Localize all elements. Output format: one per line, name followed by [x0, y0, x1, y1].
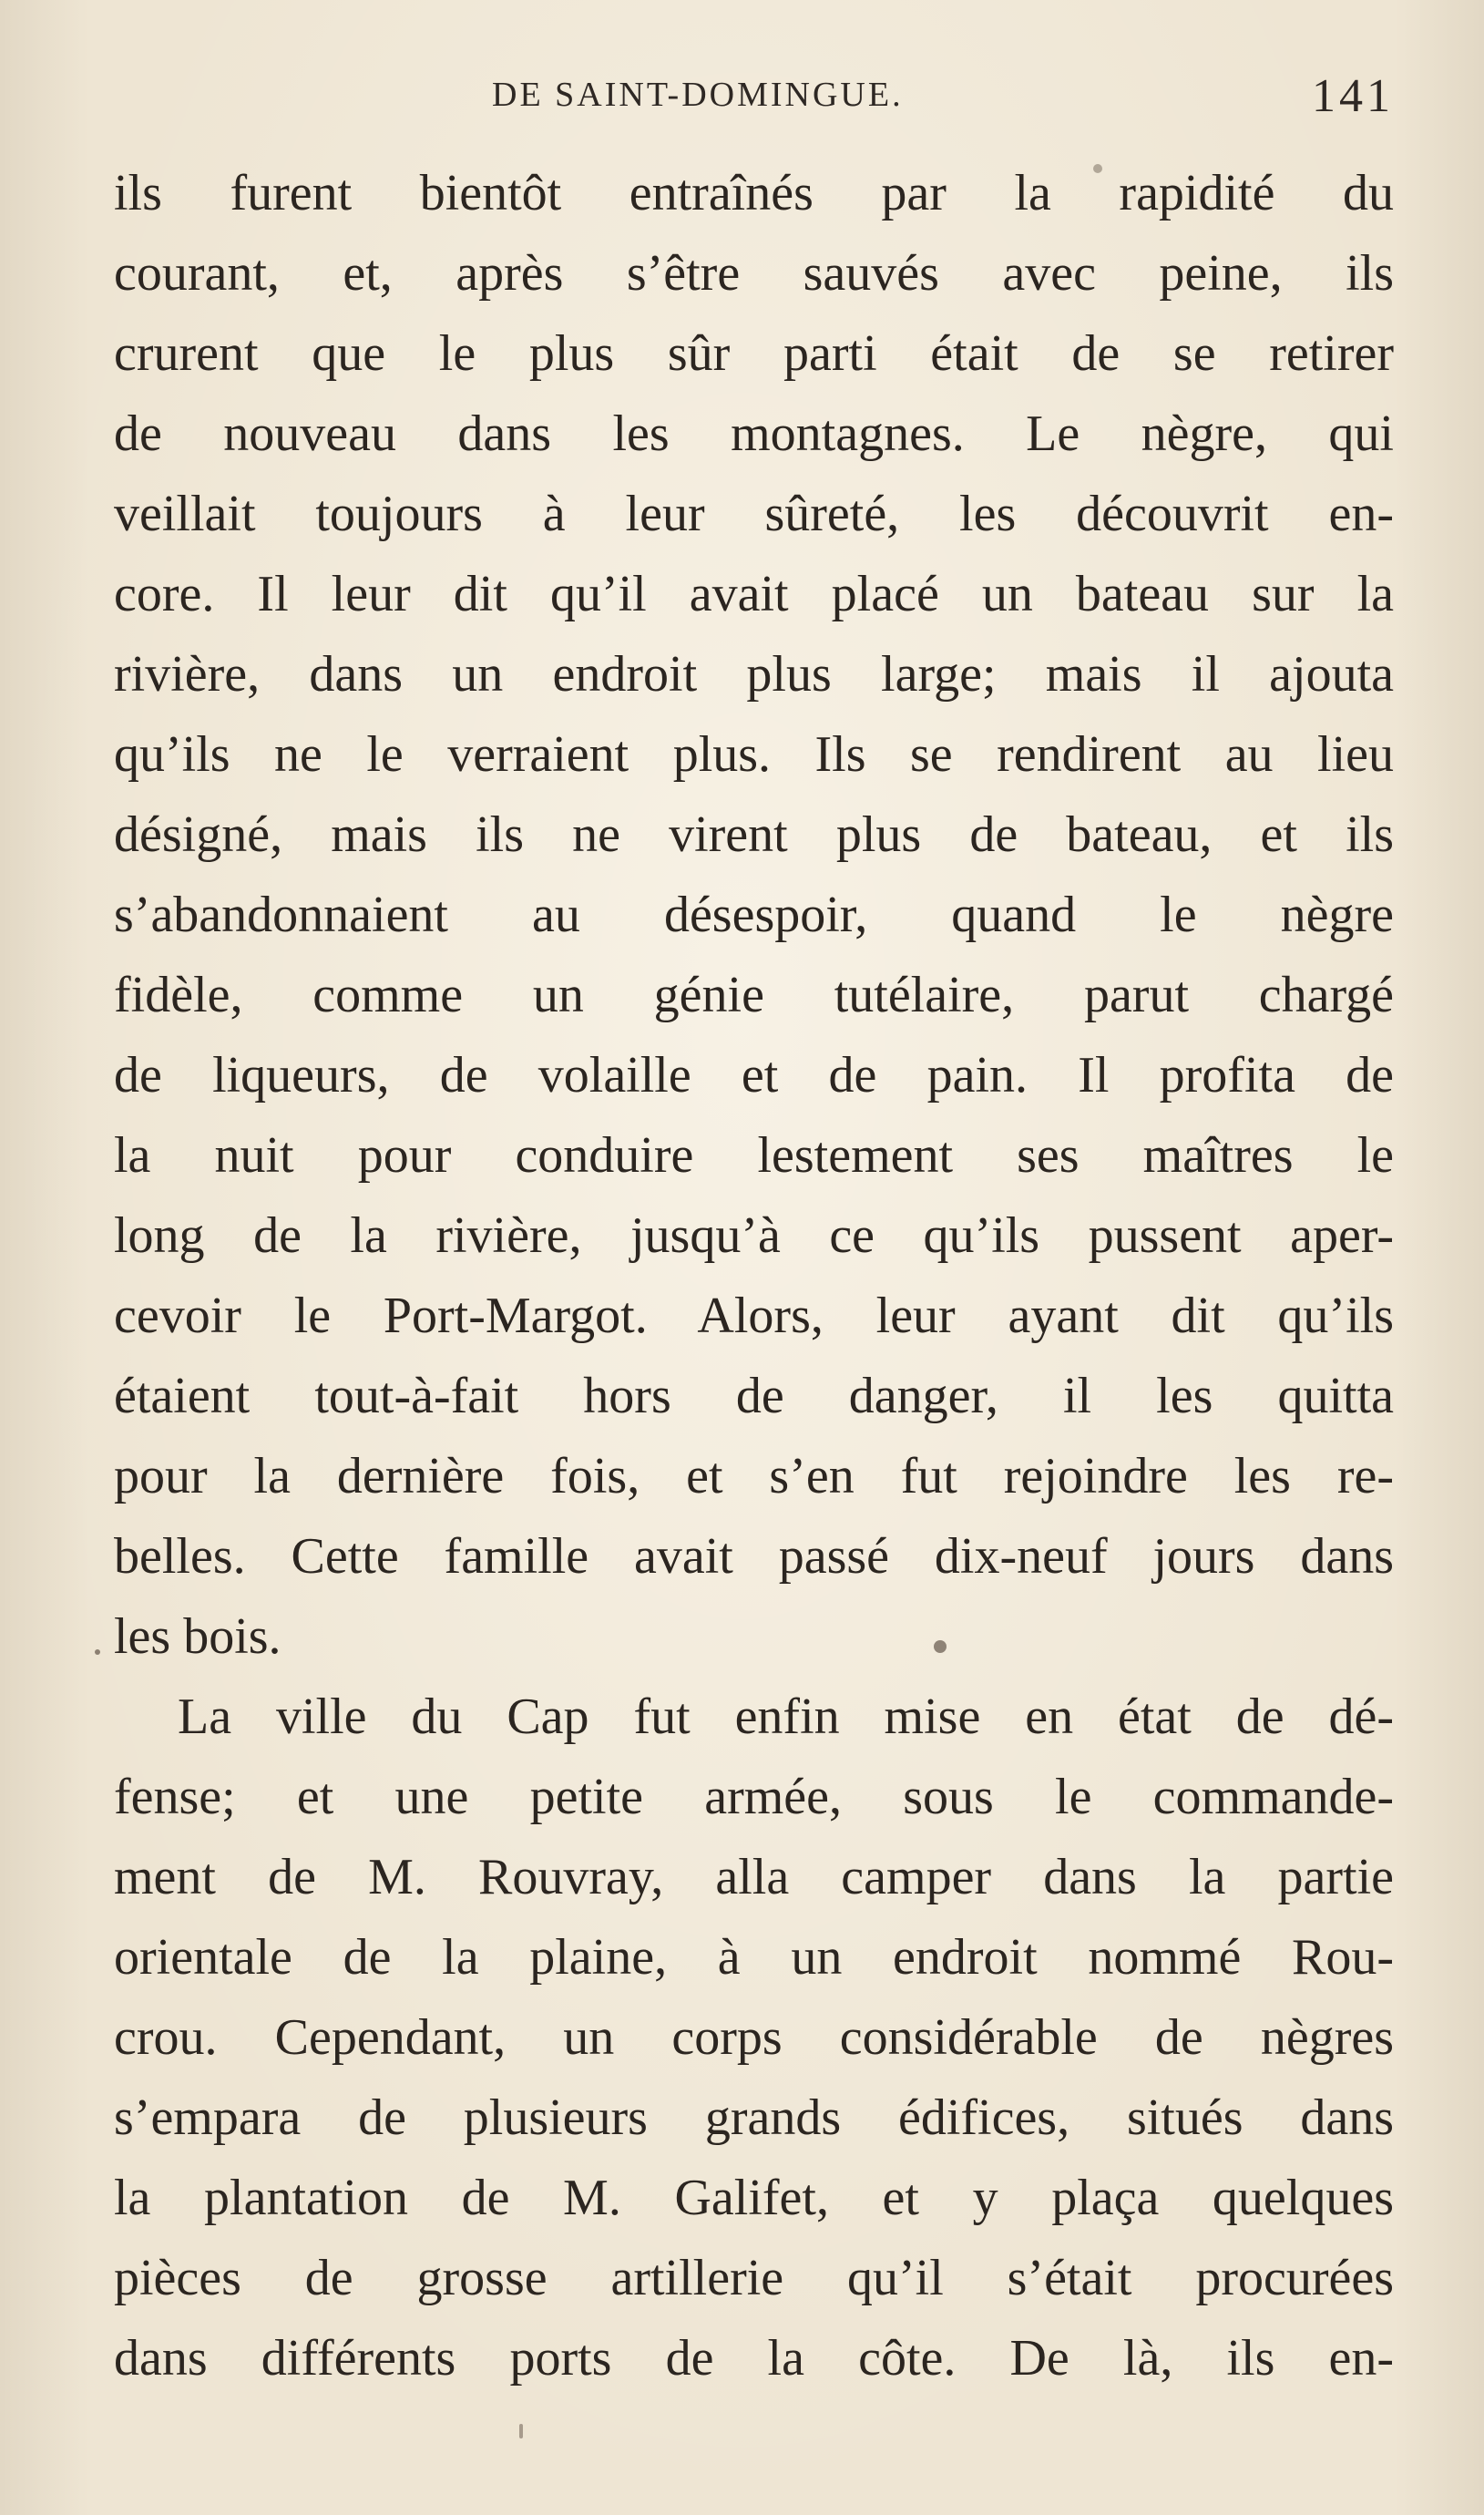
text-line: veillait toujours à leur sûreté, les découvrit en- [114, 486, 1394, 542]
ink-speck [519, 2424, 523, 2438]
text-line: La ville du Cap fut enfin mise en état de dé- [178, 1689, 1394, 1745]
text-line: de liqueurs, de volaille et de pain. Il profita de [114, 1047, 1394, 1104]
text-line: crou. Cependant, un corps considérable de nègres [114, 2009, 1394, 2066]
text-line: ment de M. Rouvray, alla camper dans la partie [114, 1849, 1394, 1905]
text-line: orientale de la plaine, à un endroit nommé Rou- [114, 1929, 1394, 1986]
paragraph-1 [114, 153, 1394, 1677]
text-line: ils furent bientôt entraînés par la rapidité du [114, 165, 1394, 221]
ink-speck [1093, 164, 1102, 173]
text-line: s’abandonnaient au désespoir, quand le nègre [114, 887, 1394, 943]
text-line: la nuit pour conduire lestement ses maîtres le [114, 1127, 1394, 1184]
text-line: belles. Cette famille avait passé dix-neuf jours dans [114, 1528, 1394, 1585]
text-line: crurent que le plus sûr parti était de se retirer [114, 325, 1394, 382]
text-line: la plantation de M. Galifet, et y plaça quelques [114, 2170, 1394, 2226]
text-line: long de la rivière, jusqu’à ce qu’ils pussent aper- [114, 1207, 1394, 1264]
text-line: fidèle, comme un génie tutélaire, parut chargé [114, 967, 1394, 1023]
text-line: courant, et, après s’être sauvés avec peine, ils [114, 245, 1394, 302]
text-line: les bois. [114, 1608, 281, 1665]
text-line: dans différents ports de la côte. De là, ils en- [114, 2330, 1394, 2387]
text-line: core. Il leur dit qu’il avait placé un bateau sur la [114, 566, 1394, 622]
text-line: cevoir le Port-Margot. Alors, leur ayant dit qu’ils [114, 1288, 1394, 1344]
ink-speck [934, 1640, 947, 1653]
text-line: pièces de grosse artillerie qu’il s’était procurées [114, 2250, 1394, 2306]
text-line: s’empara de plusieurs grands édifices, situés dans [114, 2089, 1394, 2146]
body-text [114, 153, 1394, 2398]
text-line: désigné, mais ils ne virent plus de bateau, et ils [114, 806, 1394, 863]
running-head [114, 70, 1394, 129]
text-line: étaient tout-à-fait hors de danger, il les quitta [114, 1368, 1394, 1424]
text-line: pour la dernière fois, et s’en fut rejoindre les re- [114, 1448, 1394, 1504]
text-line: rivière, dans un endroit plus large; mais il ajouta [114, 646, 1394, 703]
text-line: fense; et une petite armée, sous le commande- [114, 1769, 1394, 1825]
ink-speck [95, 1649, 100, 1655]
text-line: de nouveau dans les montagnes. Le nègre, qui [114, 405, 1394, 462]
running-title: DE SAINT-DOMINGUE. [492, 76, 904, 114]
page-number: 141 [1312, 70, 1394, 122]
text-line: qu’ils ne le verraient plus. Ils se rendirent au lieu [114, 726, 1394, 783]
paragraph-2 [114, 1677, 1394, 2398]
